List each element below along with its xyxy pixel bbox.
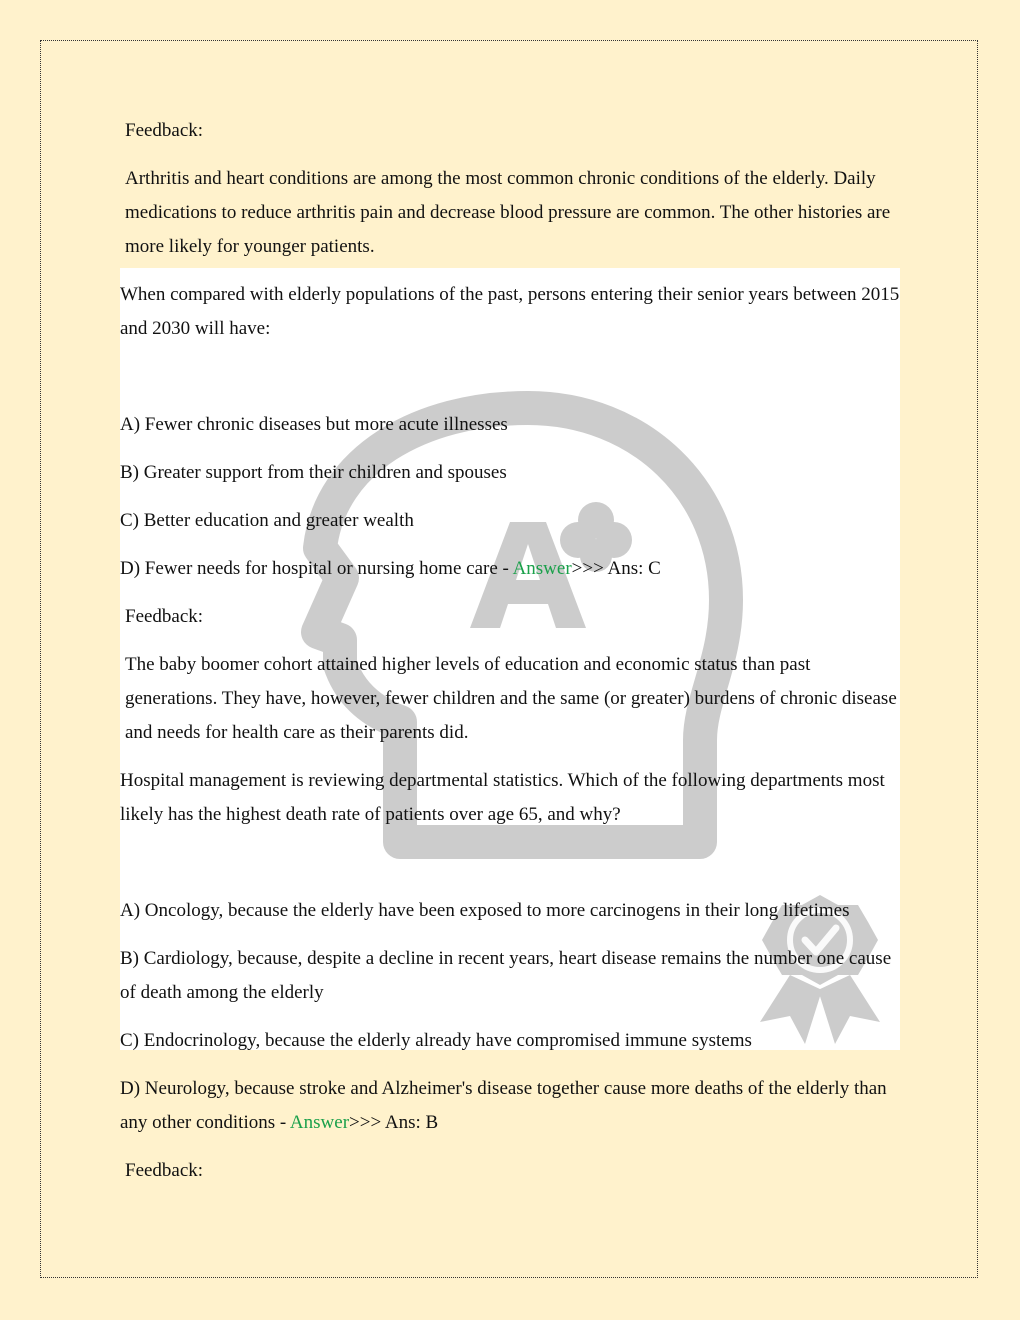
feedback-label: Feedback: <box>125 606 204 627</box>
feedback-label: Feedback: <box>125 1160 204 1181</box>
question-text: Hospital management is reviewing departmental statistics. Which of the following departments most likely has the highest death rate of patients over age 65, and why? <box>120 770 885 825</box>
option-d-text: D) Fewer needs for hospital or nursing home care - <box>120 558 513 579</box>
answer-key: >>> Ans: C <box>571 558 661 579</box>
option-d <box>120 1072 900 1140</box>
answer-key: >>> Ans: B <box>349 1112 439 1133</box>
option-b: B) Greater support from their children and spouses <box>120 462 507 483</box>
feedback-text: The baby boomer cohort attained higher levels of education and economic status than past generations. They have, however, fewer children and the same (or greater) burdens of chronic disease and needs for health care as their parents did. <box>125 654 897 743</box>
option-a: A) Oncology, because the elderly have been exposed to more carcinogens in their long lifetimes <box>120 900 850 921</box>
option-c: C) Better education and greater wealth <box>120 510 414 531</box>
answer-link[interactable]: Answer <box>512 558 572 579</box>
option-d <box>120 552 900 586</box>
option-d-text: D) Neurology, because stroke and Alzheimer's disease together cause more deaths of the elderly than any other conditions - <box>120 1078 887 1133</box>
question-text: When compared with elderly populations of the past, persons entering their senior years between 2015 and 2030 will have: <box>120 284 900 339</box>
option-b: B) Cardiology, because, despite a decline in recent years, heart disease remains the number one cause of death among the elderly <box>120 948 892 1003</box>
feedback-label: Feedback: <box>125 120 204 141</box>
option-c: C) Endocrinology, because the elderly already have compromised immune systems <box>120 1030 752 1051</box>
option-a: A) Fewer chronic diseases but more acute illnesses <box>120 414 508 435</box>
feedback-text: Arthritis and heart conditions are among the most common chronic conditions of the elderly. Daily medications to reduce arthritis pain and decrease blood pressure are common. The other histories are more likely for younger patients. <box>125 168 891 257</box>
document-body <box>120 114 900 1202</box>
answer-link[interactable]: Answer <box>289 1112 350 1133</box>
